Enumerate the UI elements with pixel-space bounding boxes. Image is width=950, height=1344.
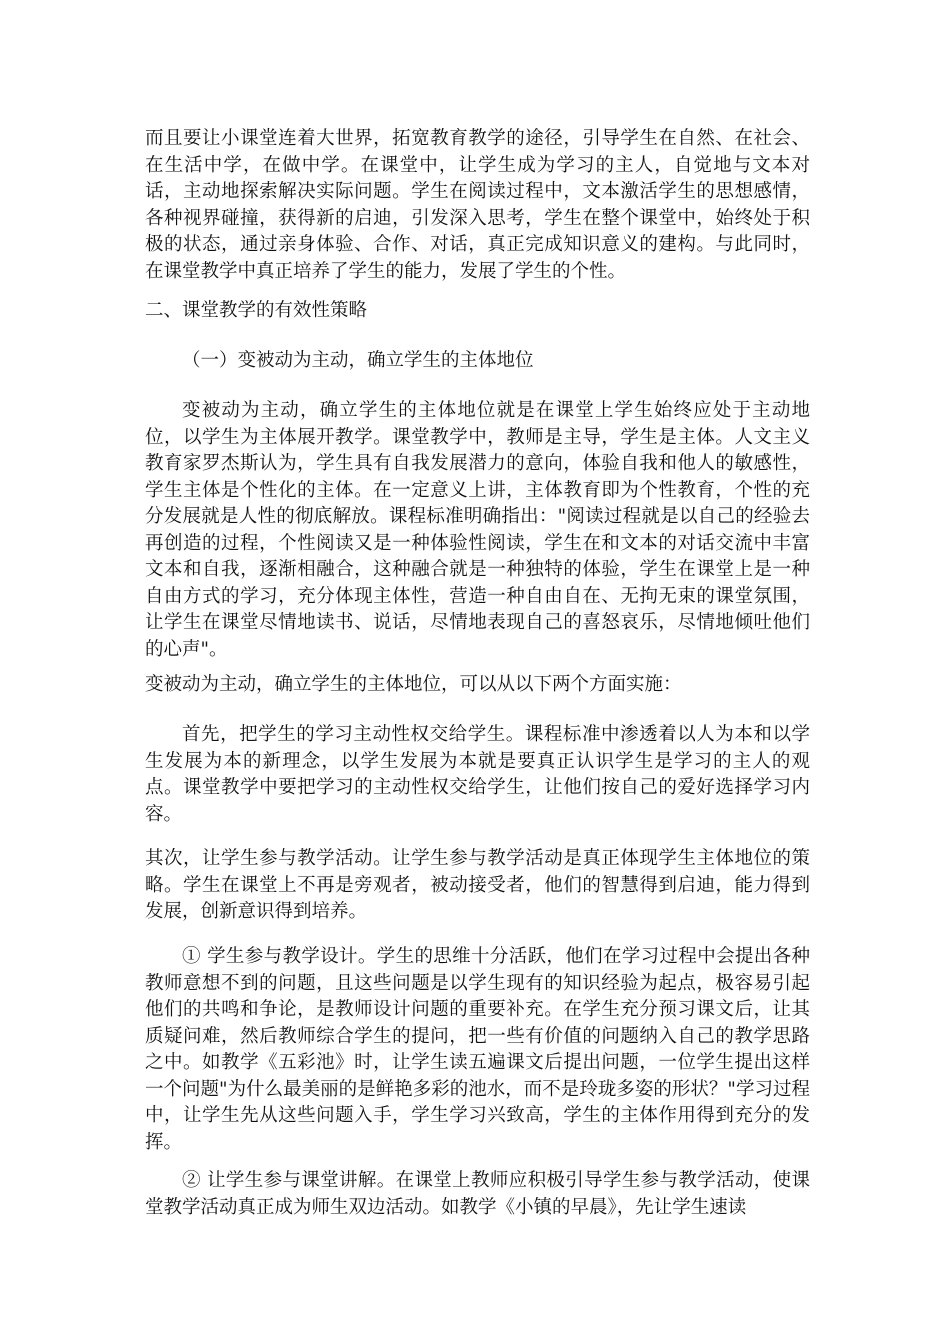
paragraph-active-learning: 变被动为主动，确立学生的主体地位就是在课堂上学生始终应处于主动地位，以学生为主体展开教学。课堂教学中，教师是主导，学生是主体。人文主义教育家罗杰斯认为，学生具有自我发展潜力的意向，体验自我和他人的敏感性，学生主体是个性化的主体。在一定意义上讲，主体教育即为个性教育，个性的充分发展就是人性的彻底解放。课程标准明确指出："阅读过程就是以自己的经验去再创造的过程，个性阅读又是一种体验性阅读，学生在和文本的对话交流中丰富文本和自我，逐渐相融合，这种融合就是一种独特的体验，学生在课堂上是一种自由方式的学习，充分体现主体性，营造一种自由自在、无拘无束的课堂氛围，让学生在课堂尽情地读书、说话，尽情地表现自己的喜怒哀乐，尽情地倾吐他们的心声"。 [145,400,810,660]
subsection-heading: （一）变被动为主动，确立学生的主体地位 [182,350,534,371]
paragraph-two-aspects: 变被动为主动，确立学生的主体地位，可以从以下两个方面实施： [145,674,682,695]
section-heading: 二、课堂教学的有效性策略 [145,300,368,321]
paragraph-item-1: ① 学生参与教学设计。学生的思维十分活跃，他们在学习过程中会提出各种教师意想不到的问题，且这些问题是以学生现有的知识经验为起点，极容易引起他们的共鸣和争论，是教师设计问题的重要补充。在学生充分预习课文后，让其质疑问难，然后教师综合学生的提问，把一些有价值的问题纳入自己的教学思路之中。如教学《五彩池》时，让学生读五遍课文后提出问题，一位学生提出这样一个问题"为什么最美丽的是鲜艳多彩的池水，而不是玲珑多姿的形状？"学习过程中，让学生先从这些问题入手，学生学习兴致高，学生的主体作用得到充分的发挥。 [145,946,810,1153]
paragraph-intro-continuation: 而且要让小课堂连着大世界，拓宽教育教学的途径，引导学生在自然、在社会、在生活中学，在做中学。在课堂中，让学生成为学习的主人，自觉地与文本对话，主动地探索解决实际问题。学生在阅读过程中，文本激活学生的思想感情，各种视界碰撞，获得新的启迪，引发深入思考，学生在整个课堂中，始终处于积极的状态，通过亲身体验、合作、对话，真正完成知识意义的建构。与此同时，在课堂教学中真正培养了学生的能力，发展了学生的个性。 [145,128,810,282]
paragraph-first: 首先，把学生的学习主动性权交给学生。课程标准中渗透着以人为本和以学生发展为本的新理念，以学生发展为本就是要真正认识学生是学习的主人的观点。课堂教学中要把学习的主动性权交给学生，让他们按自己的爱好选择学习内容。 [145,724,810,825]
paragraph-item-2: ② 让学生参与课堂讲解。在课堂上教师应积极引导学生参与教学活动，使课堂教学活动真正成为师生双边活动。如教学《小镇的早晨》，先让学生速读 [145,1170,810,1218]
paragraph-second: 其次，让学生参与教学活动。让学生参与教学活动是真正体现学生主体地位的策略。学生在课堂上不再是旁观者，被动接受者，他们的智慧得到启迪，能力得到发展，创新意识得到培养。 [145,848,810,922]
